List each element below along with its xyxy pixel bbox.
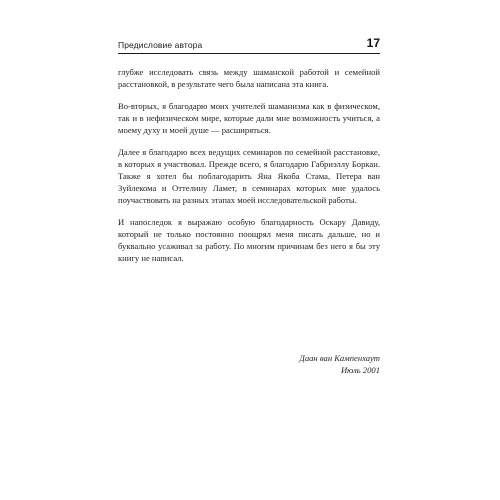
signature-author: Даан ван Кампенхаут [299, 353, 380, 363]
body-text [118, 66, 380, 274]
signature-block [299, 352, 380, 376]
paragraph-4: И напоследок я выражаю особую благодарность Оскару Давиду, который не только постоянно поощрял меня писать дальше, но и буквально усаживал за работу. По многим причинам без него я бы эту книгу не написал. [118, 217, 380, 263]
header-rule [118, 53, 380, 54]
paragraph-1: глубже исследовать связь между шаманской работой и семейной расстановкой, в результате чего была написана эта книга. [118, 67, 380, 89]
running-header [118, 34, 380, 58]
paragraph-3: Далее я благодарю всех ведущих семинаров по семейной расстановке, в которых я участвовал. Прежде всего, я благодарю Габриэллу Боркан. Также я хотел бы поблагодарить Яна Якоба Стама, Петера ван Зуйлекома и Оттелину Ламет, в семинарах которых мне удалось поучаствовать на разных этапах моей исследовательской работы. [118, 147, 380, 205]
paragraph-2: Во-вторых, я благодарю моих учителей шаманизма как в физическом, так и в нефизическом мире, которые дали мне возможность учиться, а моему духу и моей душе — расширяться. [118, 101, 380, 135]
page-number: 17 [366, 36, 380, 50]
running-title: Предисловие автора [118, 40, 203, 50]
signature-date: Июль 2001 [340, 365, 380, 375]
